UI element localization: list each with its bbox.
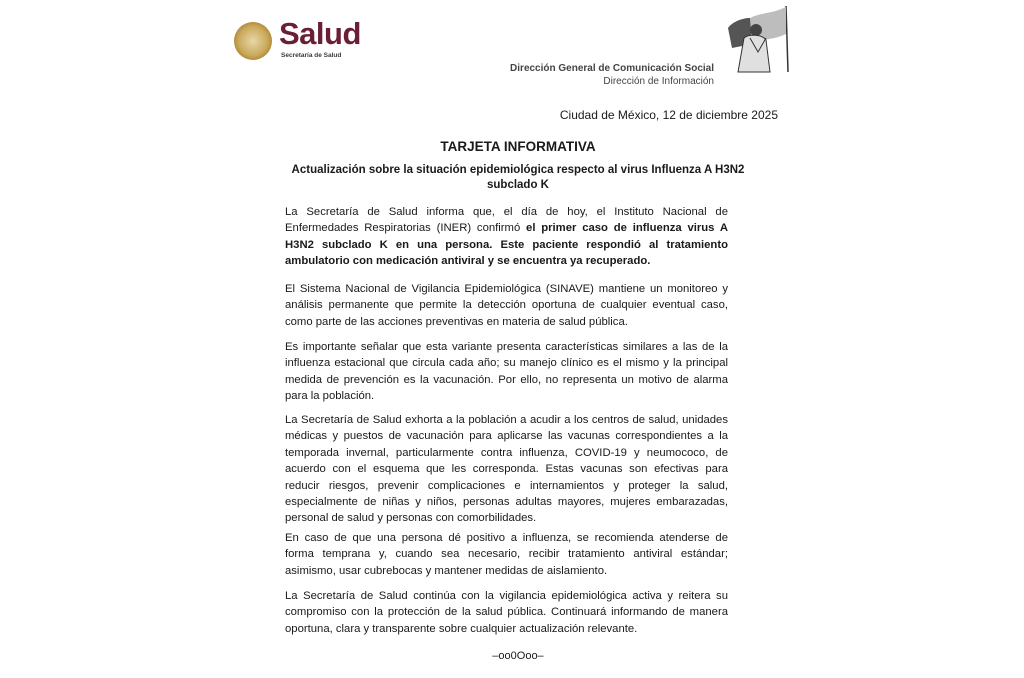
office-name: Dirección de Información <box>603 76 714 87</box>
text-line: forma temprana y, cuando sea necesario, recibir tratamiento antiviral estándar; <box>285 548 728 561</box>
text-line: para la población. <box>285 390 375 403</box>
bold-text-run: H3N2 subclado K en una persona. Este paciente respondió al tratamiento <box>285 238 728 251</box>
subtitle-line: subclado K <box>487 179 549 191</box>
text-line: medida de prevención es la vacunación. Por ello, no representa un motivo de alarma <box>285 373 728 386</box>
text-line: especialmente de niñas y niños, personas adultas mayores, mujeres embarazadas, <box>285 496 728 509</box>
date-line: Ciudad de México, 12 de diciembre 2025 <box>559 108 778 122</box>
closing-mark: –oo0Ooo– <box>492 650 544 662</box>
text-line: El Sistema Nacional de Vigilancia Epidemiológica (SINAVE) mantiene un monitoreo y <box>285 283 728 295</box>
text-line <box>285 220 728 236</box>
department-name: Dirección General de Comunicación Social <box>510 63 714 74</box>
text-line <box>285 237 728 253</box>
paragraph-recommendations <box>285 530 728 579</box>
bold-text-run: ambulatorio con medicación antiviral y se encuentra ya recuperado. <box>285 255 651 268</box>
text-line: médicas y puestos de vacunación para aplicarse las vacunas correspondientes a la <box>285 430 728 443</box>
text-line: influenza estacional que circula cada año; su manejo clínico es el mismo y la principal <box>285 357 728 370</box>
text-line: reducir riesgos, prevenir complicaciones e internamientos y proteger la salud, <box>285 479 728 492</box>
national-seal-icon <box>234 22 272 60</box>
document-subtitle <box>260 163 776 193</box>
brand-name: Salud <box>279 16 361 51</box>
text-line: La Secretaría de Salud continúa con la vigilancia epidemiológica activa y reitera su <box>285 590 728 602</box>
text-line: oportuna, clara y transparente sobre cualquier actualización relevante. <box>285 622 638 635</box>
brand-subtitle: Secretaría de Salud <box>281 52 342 59</box>
paragraph-sinave <box>285 281 728 330</box>
bold-text-run: el primer caso de influenza virus A <box>526 222 728 235</box>
text-line: como parte de las acciones preventivas en materia de salud pública. <box>285 315 628 328</box>
text-line: En caso de que una persona dé positivo a influenza, se recomienda atenderse de <box>285 532 728 544</box>
salud-logo <box>234 16 364 64</box>
flag-bearer-illustration <box>722 4 790 74</box>
text-run: Enfermedades Respiratorias (INER) confirmó <box>285 222 527 235</box>
paragraph-variant <box>285 339 728 405</box>
text-line: La Secretaría de Salud exhorta a la población a acudir a los centros de salud, unidades <box>285 414 728 426</box>
text-line: personal de salud y personas con comorbilidades. <box>285 512 537 525</box>
text-line: compromiso con la protección de la salud pública. Continuará informando de manera <box>285 606 728 619</box>
paragraph-surveillance <box>285 588 728 637</box>
department-block <box>510 62 714 88</box>
document-title: TARJETA INFORMATIVA <box>440 139 596 154</box>
text-line: acuerdo con el esquema que les corresponda. Estas vacunas son efectivas para <box>285 463 728 476</box>
text-line: Es importante señalar que esta variante presenta características similares a las de la <box>285 341 728 353</box>
paragraph-announcement <box>285 204 728 270</box>
text-line: temporada invernal, particularmente contra influenza, COVID-19 y neumococo, de <box>285 446 728 459</box>
text-line: La Secretaría de Salud informa que, el día de hoy, el Instituto Nacional de <box>285 206 728 218</box>
paragraph-vaccination <box>285 412 728 527</box>
text-line: asimismo, usar cubrebocas y mantener medidas de aislamiento. <box>285 564 608 577</box>
text-line <box>285 253 728 269</box>
text-line: análisis permanente que permite la detección oportuna de cualquier eventual caso, <box>285 299 728 312</box>
subtitle-line: Actualización sobre la situación epidemiológica respecto al virus Influenza A H3N2 <box>291 164 745 176</box>
